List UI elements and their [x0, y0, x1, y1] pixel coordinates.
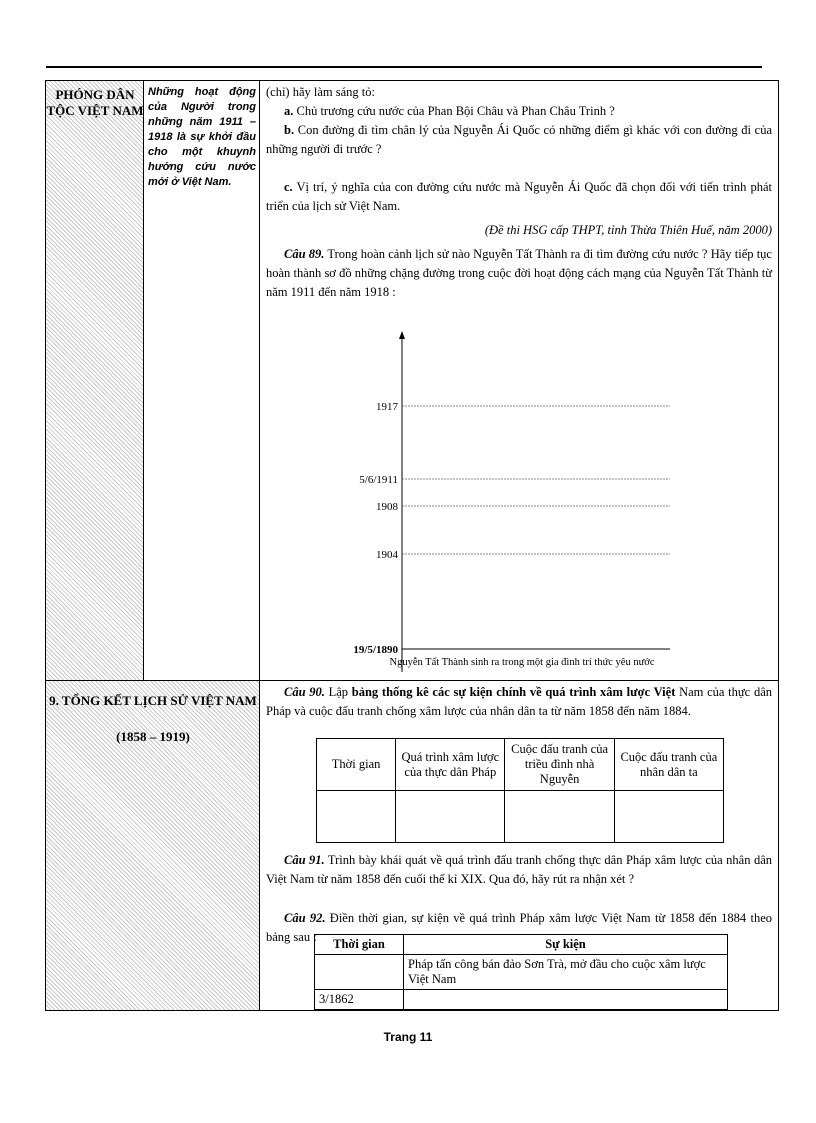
citation: (Đề thi HSG cấp THPT, tỉnh Thừa Thiên Huế, năm 2000) [484, 223, 772, 237]
table-90-header: Quá trình xâm lược của thực dân Pháp [396, 739, 505, 791]
questions-cell-bottom [260, 681, 778, 1010]
question-89: Câu 89. Trong hoàn cảnh lịch sử nào Nguyễn Tất Thành ra đi tìm đường cứu nước ? Hãy tiếp tục hoàn thành sơ đồ những chặng đường trong cuộc đời hoạt động cách mạng của Nguyễn Tất Thành từ năm 1911 đến năm 1918 : [266, 247, 772, 299]
item-c: c. Vị trí, ý nghĩa của con đường cứu nước mà Nguyễn Ái Quốc đã chọn đối với tiến trình phát triển của lịch sử Việt Nam. [266, 180, 772, 213]
section-label-cell [46, 81, 144, 680]
table-90-cell [317, 791, 396, 843]
table-row [315, 955, 728, 990]
question-92: Câu 92. Điền thời gian, sự kiện về quá trình Pháp xâm lược Việt Nam từ 1858 đến 1884 theo bảng sau : [266, 911, 773, 944]
table-row [315, 990, 728, 1010]
table-92-cell: 3/1862 [315, 990, 404, 1010]
item-a: a. Chủ trương cứu nước của Phan Bội Châu và Phan Châu Trinh ? [284, 104, 615, 118]
table-90-cell [614, 791, 723, 843]
intro-text: (chỉ) hãy làm sáng tỏ: [266, 85, 375, 99]
table-92 [314, 934, 728, 1010]
table-90-cell [396, 791, 505, 843]
table-90-cell [505, 791, 614, 843]
summary-label [46, 693, 260, 765]
header-rule [46, 66, 762, 68]
timeline-level-label: 1908 [376, 501, 398, 513]
timeline-level-label: 1917 [376, 401, 398, 413]
table-92-cell [315, 955, 404, 990]
timeline-level-label: 5/6/1911 [359, 474, 398, 486]
table-92-header: Sự kiện [404, 935, 728, 955]
timeline-level-label: 19/5/1890 [353, 644, 398, 656]
questions-cell-top [260, 81, 778, 680]
table-90 [316, 738, 724, 843]
question-91: Câu 91. Trình bày khái quát về quá trình đấu tranh chống thực dân Pháp xâm lược của nhân dân Việt Nam từ năm 1858 đến cuối thế kỉ XIX. Qua đó, hãy rút ra nhận xét ? [266, 853, 772, 886]
chart-caption: Nguyễn Tất Thành sinh ra trong một gia đình trí thức yêu nước [389, 657, 655, 668]
table-90-header: Cuộc đấu tranh của nhân dân ta [614, 739, 723, 791]
item-b: b. Con đường đi tìm chân lý của Nguyễn Ái Quốc có những điểm gì khác với con đường đi của những người đi trước ? [266, 123, 772, 156]
note-cell [144, 81, 260, 680]
question-90: Câu 90. Lập bảng thống kê các sự kiện chính về quá trình xâm lược Việt Nam của thực dân Pháp và cuộc đấu tranh chống xâm lược của nhân dân ta từ năm 1858 đến năm 1884. [266, 685, 772, 718]
summary-years: (1858 – 1919) [116, 729, 190, 744]
section-note: Những hoạt động của Người trong những năm 1911 – 1918 là sự khởi đầu cho một khuynh hướng cứu nước mới ở Việt Nam. [148, 86, 256, 188]
table-90-header: Thời gian [317, 739, 396, 791]
timeline-chart [353, 327, 680, 672]
table-90-header: Cuộc đấu tranh của triều đình nhà Nguyễn [505, 739, 614, 791]
table-92-cell [404, 990, 728, 1010]
summary-title: 9. TỔNG KẾT LỊCH SỬ VIỆT NAM [49, 693, 257, 708]
summary-label-cell [46, 681, 260, 1010]
page-number: Trang 11 [383, 1030, 433, 1044]
table-92-cell: Pháp tấn công bán đảo Sơn Trà, mở đầu cho cuộc xâm lược Việt Nam [404, 955, 728, 990]
axis-arrow [399, 331, 405, 339]
table-92-header: Thời gian [315, 935, 404, 955]
section-label: PHÓNG DÂN TỘC VIỆT NAM [46, 87, 144, 118]
content-table [45, 80, 779, 1011]
timeline-level-label: 1904 [376, 549, 398, 561]
